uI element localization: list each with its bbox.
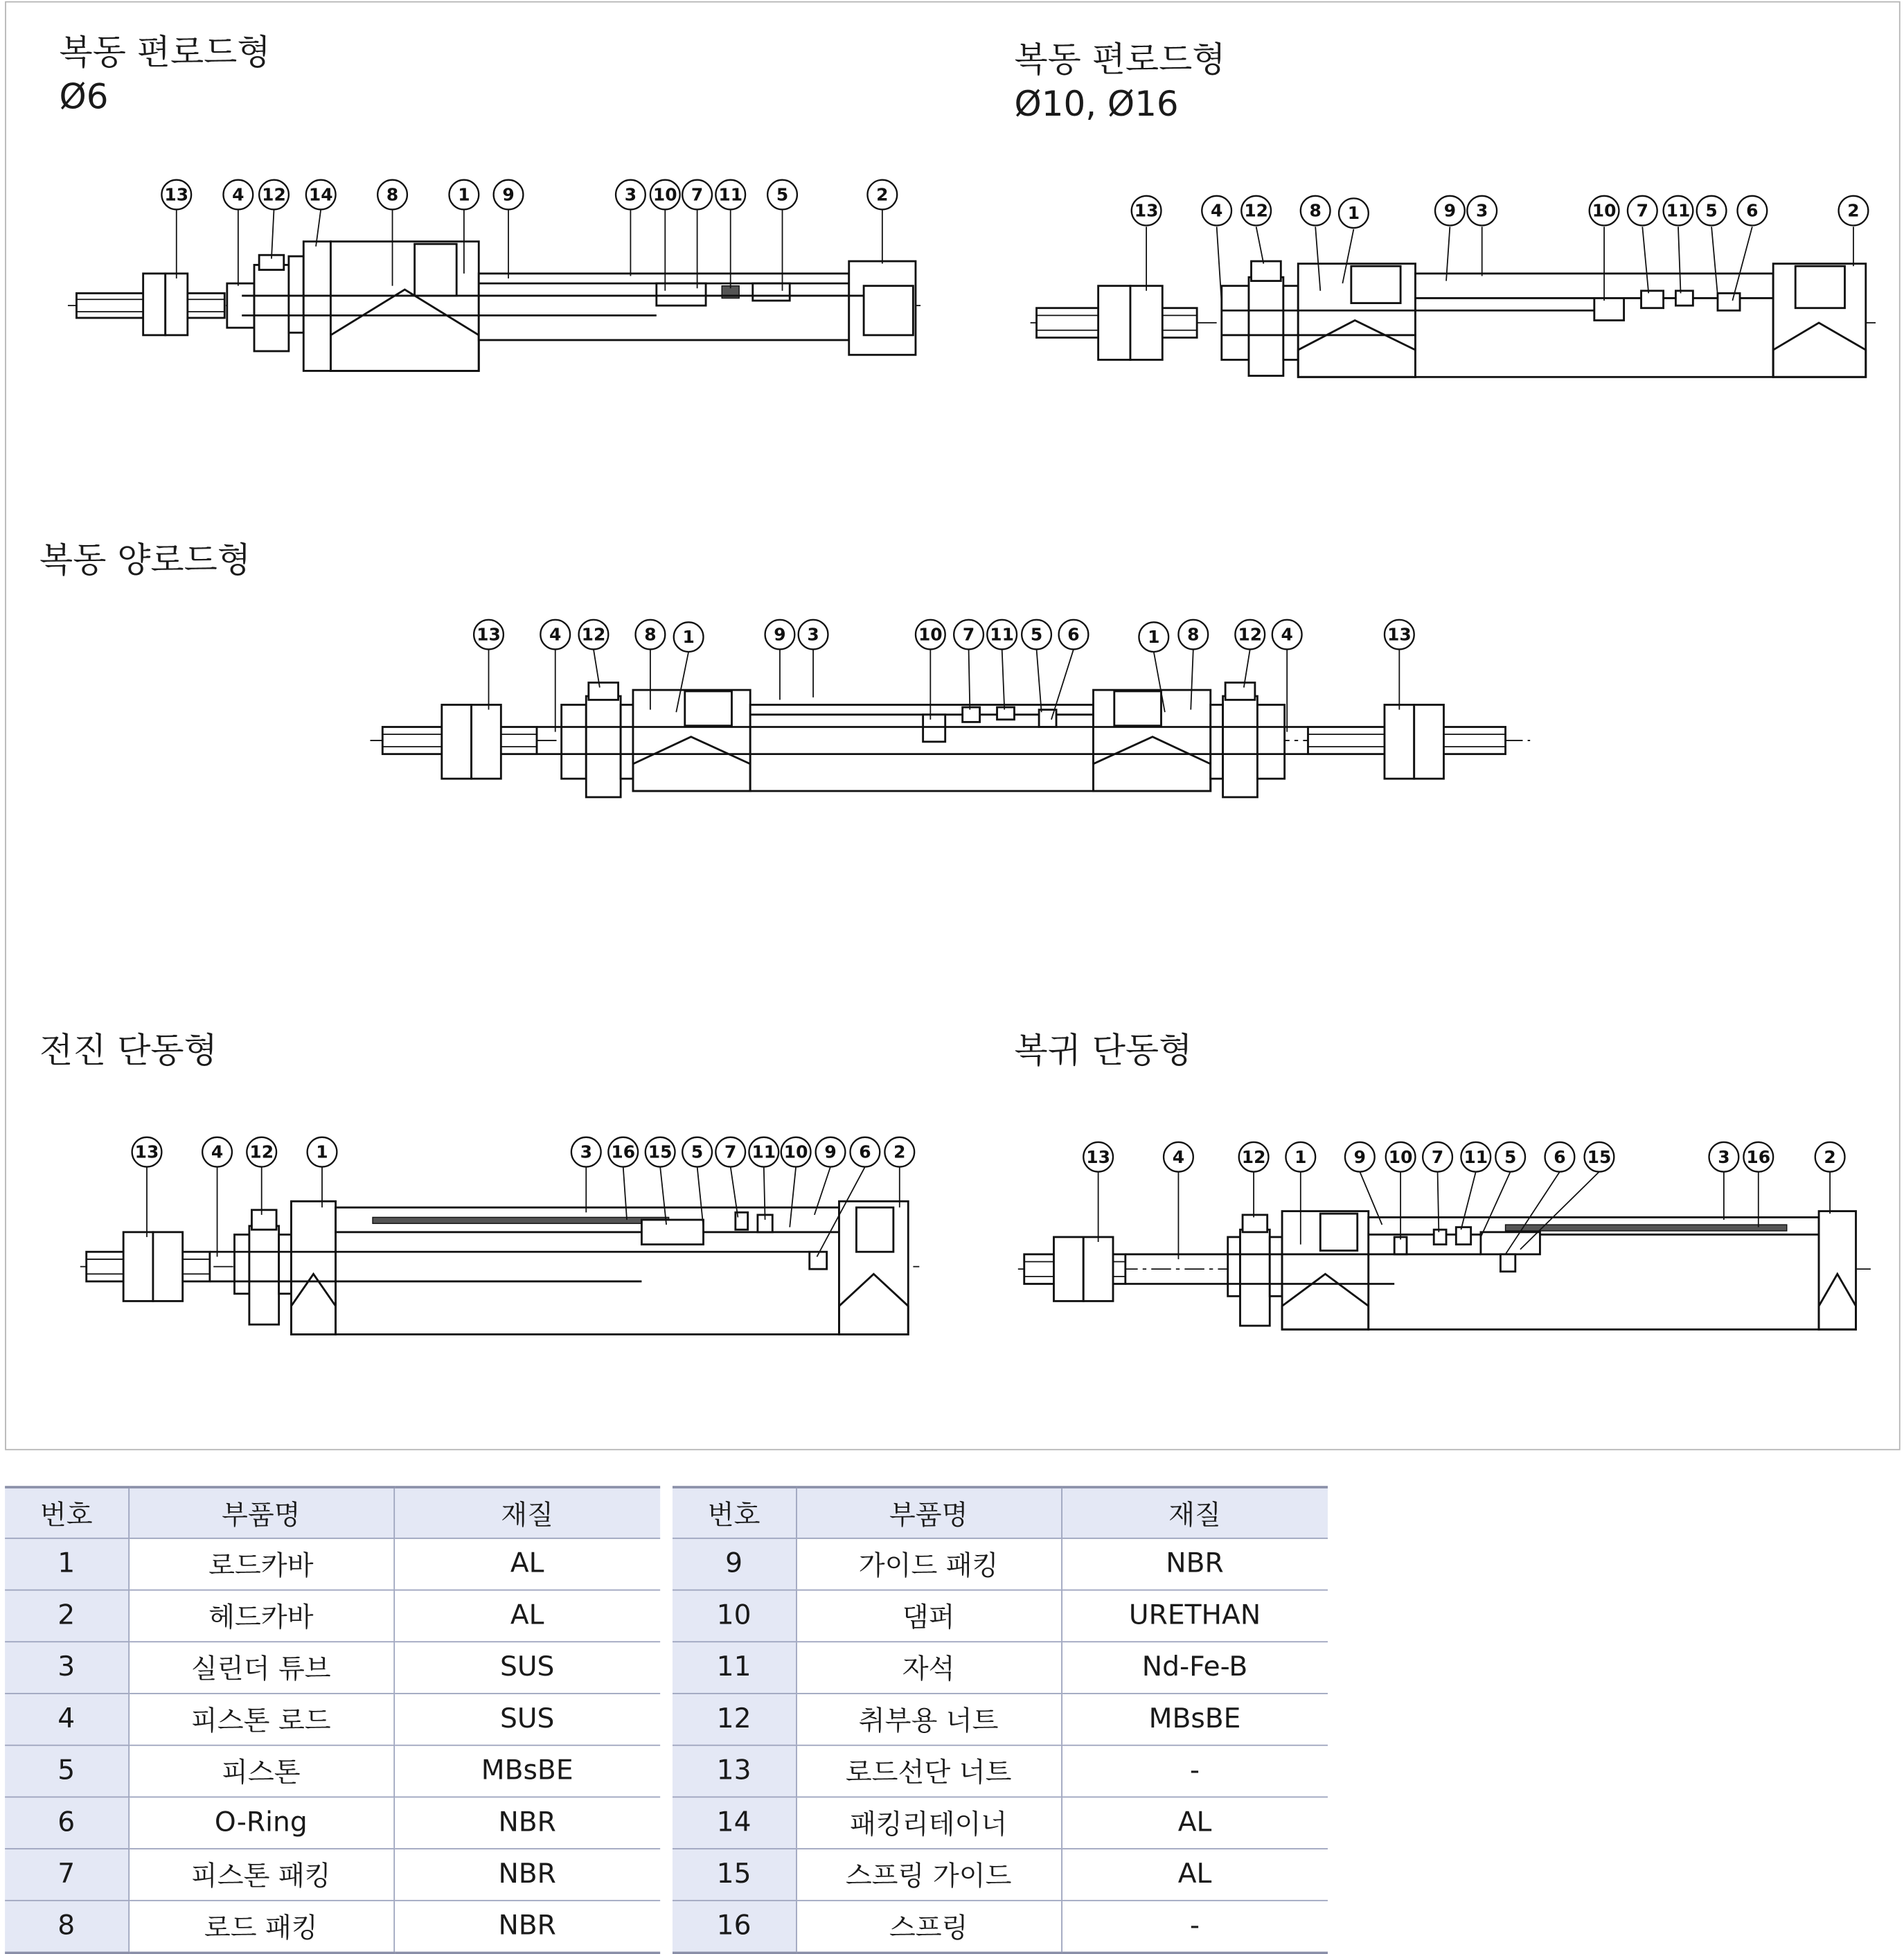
- table-row: [5, 1849, 660, 1901]
- callout-tag: [494, 180, 524, 210]
- svg-text:4: 4: [1210, 200, 1223, 221]
- header-part-name: 부품명: [128, 1487, 393, 1538]
- callout-tag: [1235, 620, 1265, 650]
- figure-e-name: 복귀 단동형: [1014, 1030, 1193, 1071]
- callout-tag: [765, 620, 795, 650]
- part-name: 패킹리테이너: [796, 1797, 1061, 1849]
- part-material: MBsBE: [1061, 1694, 1328, 1746]
- svg-text:5: 5: [1030, 624, 1043, 645]
- table-row: [5, 1797, 660, 1849]
- callout-tag: [571, 1137, 601, 1167]
- part-name: 취부용 너트: [796, 1694, 1061, 1746]
- callout-tag: [1272, 620, 1302, 650]
- callout-tag: [682, 1137, 712, 1167]
- svg-text:4: 4: [1281, 624, 1293, 645]
- callout-tag: [851, 1137, 880, 1167]
- figure-b-size: Ø10, Ø16: [1014, 83, 1179, 125]
- svg-text:15: 15: [1587, 1146, 1612, 1167]
- part-material: AL: [393, 1590, 660, 1642]
- figure-a-name: 복동 편로드형: [59, 32, 271, 73]
- svg-text:3: 3: [1718, 1146, 1730, 1167]
- callout-tag: [1239, 1142, 1269, 1172]
- part-name: 피스톤 패킹: [128, 1849, 393, 1901]
- part-number: 6: [5, 1797, 128, 1849]
- header-number: 번호: [5, 1487, 128, 1538]
- svg-text:4: 4: [1172, 1146, 1185, 1167]
- callout-tag: [636, 620, 666, 650]
- svg-text:5: 5: [691, 1142, 704, 1162]
- part-name: 실린더 튜브: [128, 1642, 393, 1694]
- table-row: [673, 1694, 1328, 1746]
- svg-text:8: 8: [1187, 624, 1200, 645]
- figure-c-cylinder: [370, 682, 1530, 797]
- parts-table-right: [673, 1486, 1328, 1954]
- callout-tag: [884, 1137, 914, 1167]
- table-header-row: [673, 1487, 1328, 1538]
- callout-tag: [1495, 1142, 1525, 1172]
- table-header-row: [5, 1487, 660, 1538]
- part-material: URETHAN: [1061, 1590, 1328, 1642]
- callout-tag: [1285, 1142, 1315, 1172]
- table-row: [673, 1797, 1328, 1849]
- callout-tag: [1709, 1142, 1739, 1172]
- part-material: AL: [1061, 1797, 1328, 1849]
- part-number: 12: [673, 1694, 796, 1746]
- svg-text:11: 11: [1666, 200, 1691, 221]
- callout-tag: [1241, 196, 1271, 226]
- svg-text:4: 4: [232, 184, 244, 205]
- figure-d-cylinder: [80, 1201, 919, 1334]
- part-number: 11: [673, 1642, 796, 1694]
- part-name: 헤드카바: [128, 1590, 393, 1642]
- svg-text:13: 13: [134, 1142, 159, 1162]
- svg-text:13: 13: [1387, 624, 1412, 645]
- svg-text:7: 7: [1636, 200, 1648, 221]
- callout-tag: [1139, 622, 1168, 652]
- figure-b-name: 복동 편로드형: [1014, 39, 1226, 80]
- part-number: 2: [5, 1590, 128, 1642]
- header-part-name: 부품명: [796, 1487, 1061, 1538]
- svg-text:6: 6: [1067, 624, 1080, 645]
- callout-tag: [308, 1137, 337, 1167]
- callout-tag: [1301, 196, 1331, 226]
- svg-text:16: 16: [611, 1142, 636, 1162]
- parts-table-left: [5, 1486, 660, 1954]
- callout-tag: [450, 180, 479, 210]
- part-name: 스프링 가이드: [796, 1849, 1061, 1901]
- part-number: 16: [673, 1901, 796, 1953]
- part-number: 14: [673, 1797, 796, 1849]
- callout-tag: [1545, 1142, 1575, 1172]
- svg-text:7: 7: [691, 184, 704, 205]
- svg-text:11: 11: [1463, 1146, 1488, 1167]
- svg-text:10: 10: [1592, 200, 1617, 221]
- svg-text:10: 10: [652, 184, 677, 205]
- callout-tag: [579, 620, 609, 650]
- part-material: Nd-Fe-B: [1061, 1642, 1328, 1694]
- callout-tag: [867, 180, 897, 210]
- callout-tag: [1178, 620, 1208, 650]
- part-material: -: [1061, 1901, 1328, 1953]
- callout-tag: [987, 620, 1017, 650]
- svg-text:9: 9: [1353, 1146, 1367, 1167]
- svg-text:13: 13: [477, 624, 501, 645]
- callout-tag: [715, 180, 745, 210]
- header-material: 재질: [393, 1487, 660, 1538]
- table-row: [5, 1590, 660, 1642]
- part-number: 5: [5, 1746, 128, 1797]
- table-row: [5, 1746, 660, 1797]
- part-material: NBR: [1061, 1538, 1328, 1590]
- callout-tag: [799, 620, 828, 650]
- part-number: 15: [673, 1849, 796, 1901]
- svg-text:8: 8: [644, 624, 657, 645]
- svg-text:13: 13: [1134, 200, 1159, 221]
- figure-d-name: 전진 단동형: [39, 1030, 217, 1071]
- callout-tag: [161, 180, 191, 210]
- part-number: 4: [5, 1694, 128, 1746]
- callout-tag: [1839, 196, 1869, 226]
- callout-tag: [306, 180, 336, 210]
- svg-text:12: 12: [249, 1142, 274, 1162]
- svg-text:5: 5: [1705, 200, 1718, 221]
- table-row: [673, 1538, 1328, 1590]
- svg-text:10: 10: [1388, 1146, 1413, 1167]
- callout-tag: [259, 180, 289, 210]
- part-number: 10: [673, 1590, 796, 1642]
- callout-tag: [767, 180, 797, 210]
- table-row: [5, 1538, 660, 1590]
- callout-tag: [616, 180, 646, 210]
- table-row: [5, 1642, 660, 1694]
- callout-tag: [715, 1137, 745, 1167]
- callout-tag: [474, 620, 504, 650]
- part-number: 9: [673, 1538, 796, 1590]
- callout-tag: [1059, 620, 1089, 650]
- callout-tag: [674, 622, 704, 652]
- svg-text:10: 10: [918, 624, 943, 645]
- svg-text:11: 11: [751, 1142, 776, 1162]
- part-name: 피스톤 로드: [128, 1694, 393, 1746]
- svg-text:6: 6: [859, 1142, 871, 1162]
- part-material: NBR: [393, 1901, 660, 1953]
- callout-tag: [749, 1137, 778, 1167]
- callout-tag: [1697, 196, 1727, 226]
- part-name: 로드선단 너트: [796, 1746, 1061, 1797]
- table-row: [5, 1901, 660, 1953]
- table-row: [5, 1694, 660, 1746]
- svg-text:6: 6: [1746, 200, 1759, 221]
- callout-tag: [1022, 620, 1051, 650]
- part-name: 스프링: [796, 1901, 1061, 1953]
- figure-c-name: 복동 양로드형: [39, 540, 251, 580]
- callout-tag: [1664, 196, 1693, 226]
- callout-tag: [1385, 620, 1414, 650]
- svg-text:9: 9: [1443, 200, 1457, 221]
- svg-text:11: 11: [990, 624, 1015, 645]
- callout-tag: [1743, 1142, 1773, 1172]
- svg-text:9: 9: [502, 184, 515, 205]
- callout-tag: [1815, 1142, 1845, 1172]
- svg-text:11: 11: [718, 184, 743, 205]
- part-material: NBR: [393, 1849, 660, 1901]
- callout-tag: [1386, 1142, 1416, 1172]
- svg-text:13: 13: [164, 184, 189, 205]
- table-row: [673, 1642, 1328, 1694]
- callout-tag: [646, 1137, 675, 1167]
- callout-tag: [1423, 1142, 1452, 1172]
- part-material: NBR: [393, 1797, 660, 1849]
- callout-tag: [1339, 198, 1369, 228]
- svg-text:5: 5: [1504, 1146, 1517, 1167]
- svg-text:9: 9: [774, 624, 786, 645]
- figure-b-cylinder: [1031, 261, 1876, 377]
- svg-text:3: 3: [624, 184, 637, 205]
- part-number: 7: [5, 1849, 128, 1901]
- callout-tag: [132, 1137, 162, 1167]
- part-material: -: [1061, 1746, 1328, 1797]
- svg-text:3: 3: [580, 1142, 592, 1162]
- callout-tag: [1737, 196, 1767, 226]
- svg-text:7: 7: [724, 1142, 737, 1162]
- svg-text:1: 1: [1347, 203, 1360, 224]
- svg-text:4: 4: [549, 624, 562, 645]
- svg-text:2: 2: [893, 1142, 906, 1162]
- part-name: 댐퍼: [796, 1590, 1061, 1642]
- part-material: SUS: [393, 1642, 660, 1694]
- svg-text:2: 2: [1824, 1146, 1836, 1167]
- part-number: 1: [5, 1538, 128, 1590]
- part-name: 가이드 패킹: [796, 1538, 1061, 1590]
- part-name: 로드 패킹: [128, 1901, 393, 1953]
- svg-text:8: 8: [386, 184, 399, 205]
- svg-text:5: 5: [776, 184, 789, 205]
- svg-text:1: 1: [682, 627, 695, 648]
- callout-tag: [1585, 1142, 1614, 1172]
- svg-text:9: 9: [824, 1142, 837, 1162]
- callout-tag: [816, 1137, 846, 1167]
- svg-text:14: 14: [308, 184, 333, 205]
- svg-text:12: 12: [1244, 200, 1269, 221]
- svg-text:1: 1: [458, 184, 470, 205]
- header-number: 번호: [673, 1487, 796, 1538]
- table-row: [673, 1590, 1328, 1642]
- figure-a-size: Ø6: [59, 76, 109, 117]
- callout-tag: [608, 1137, 638, 1167]
- callout-tag: [1467, 196, 1497, 226]
- callout-tag: [1132, 196, 1162, 226]
- svg-text:15: 15: [648, 1142, 673, 1162]
- table-row: [673, 1746, 1328, 1797]
- part-number: 13: [673, 1746, 796, 1797]
- figure-e-cylinder: [1018, 1211, 1876, 1330]
- svg-text:13: 13: [1086, 1146, 1110, 1167]
- svg-text:8: 8: [1309, 200, 1322, 221]
- callout-tag: [1345, 1142, 1375, 1172]
- callout-tag: [202, 1137, 232, 1167]
- part-name: 피스톤: [128, 1746, 393, 1797]
- part-material: SUS: [393, 1694, 660, 1746]
- callout-tag: [247, 1137, 276, 1167]
- callout-tag: [916, 620, 945, 650]
- part-material: AL: [1061, 1849, 1328, 1901]
- callout-tag: [1435, 196, 1465, 226]
- part-name: O-Ring: [128, 1797, 393, 1849]
- callout-tag: [1164, 1142, 1193, 1172]
- callout-tag: [1202, 196, 1231, 226]
- callout-tag: [1461, 1142, 1491, 1172]
- svg-text:7: 7: [962, 624, 975, 645]
- svg-text:12: 12: [1241, 1146, 1266, 1167]
- part-name: 자석: [796, 1642, 1061, 1694]
- callout-tag: [682, 180, 712, 210]
- svg-text:16: 16: [1746, 1146, 1771, 1167]
- callout-tag: [781, 1137, 811, 1167]
- svg-text:1: 1: [1294, 1146, 1307, 1167]
- callout-tag: [377, 180, 407, 210]
- svg-text:3: 3: [807, 624, 819, 645]
- table-row: [673, 1849, 1328, 1901]
- callout-tag: [1590, 196, 1619, 226]
- svg-text:1: 1: [316, 1142, 328, 1162]
- part-number: 8: [5, 1901, 128, 1953]
- part-material: AL: [393, 1538, 660, 1590]
- callout-tag: [650, 180, 680, 210]
- part-number: 3: [5, 1642, 128, 1694]
- callout-tag: [223, 180, 253, 210]
- callout-tag: [1628, 196, 1657, 226]
- part-name: 로드카바: [128, 1538, 393, 1590]
- svg-text:10: 10: [783, 1142, 808, 1162]
- callout-tag: [954, 620, 984, 650]
- callout-tag: [1083, 1142, 1113, 1172]
- svg-text:4: 4: [211, 1142, 224, 1162]
- svg-text:2: 2: [876, 184, 889, 205]
- table-row: [673, 1901, 1328, 1953]
- part-material: MBsBE: [393, 1746, 660, 1797]
- svg-text:7: 7: [1431, 1146, 1444, 1167]
- svg-text:3: 3: [1476, 200, 1488, 221]
- callout-tag: [540, 620, 570, 650]
- svg-text:12: 12: [262, 184, 286, 205]
- svg-text:12: 12: [1238, 624, 1263, 645]
- svg-text:12: 12: [581, 624, 606, 645]
- header-material: 재질: [1061, 1487, 1328, 1538]
- figure-a-cylinder: [68, 242, 925, 371]
- svg-text:6: 6: [1554, 1146, 1566, 1167]
- svg-text:2: 2: [1847, 200, 1860, 221]
- svg-text:1: 1: [1148, 627, 1160, 648]
